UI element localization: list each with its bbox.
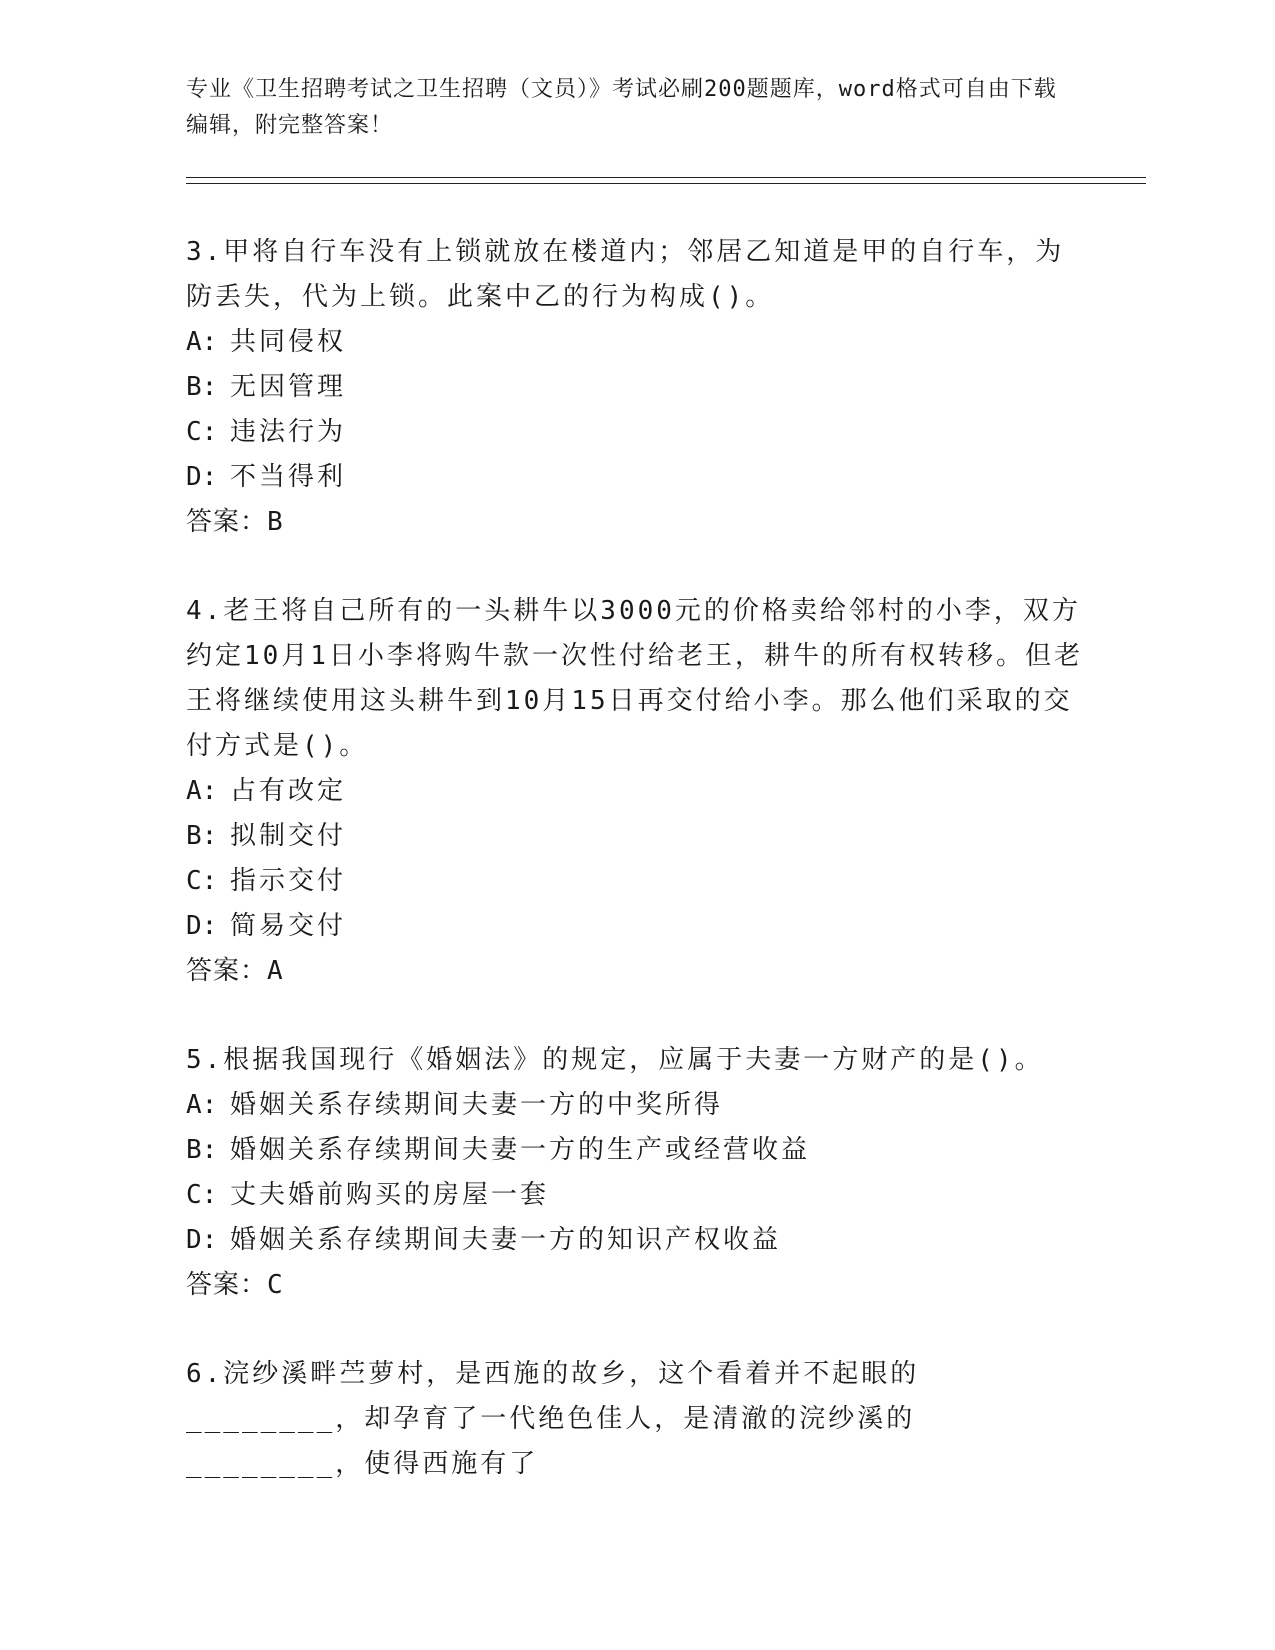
option-a: A: 婚姻关系存续期间夫妻一方的中奖所得: [186, 1090, 724, 1120]
answer-line: 答案：B: [186, 507, 284, 537]
header-rule-bottom: [186, 183, 1146, 184]
question-stem: 3.甲将自行车没有上锁就放在楼道内；邻居乙知道是甲的自行车，为防丢失，代为上锁。此案中乙的行为构成()。: [186, 237, 1065, 312]
option-b: B: 拟制交付: [186, 821, 347, 851]
option-d: D: 不当得利: [186, 462, 347, 492]
option-a: A: 共同侵权: [186, 327, 347, 357]
question-3: [186, 230, 1086, 545]
option-b: B: 无因管理: [186, 372, 347, 402]
answer-line: 答案：C: [186, 1270, 284, 1300]
option-d: D: 简易交付: [186, 911, 347, 941]
question-stem: 6.浣纱溪畔苎萝村，是西施的故乡，这个看着并不起眼的________，却孕育了一代绝色佳人，是清澈的浣纱溪的________，使得西施有了: [186, 1359, 920, 1479]
question-4: [186, 589, 1086, 994]
answer-line: 答案：A: [186, 956, 284, 986]
question-stem: 5.根据我国现行《婚姻法》的规定，应属于夫妻一方财产的是()。: [186, 1045, 1044, 1075]
answer-value: A: [267, 956, 284, 986]
option-a: A: 占有改定: [186, 776, 347, 806]
option-b: B: 婚姻关系存续期间夫妻一方的生产或经营收益: [186, 1135, 811, 1165]
question-5: [186, 1038, 1086, 1308]
question-stem: 4.老王将自己所有的一头耕牛以3000元的价格卖给邻村的小李，双方约定10月1日小李将购牛款一次性付给老王，耕牛的所有权转移。但老王将继续使用这头耕牛到10月15日再交付给小李。那么他们采取的交付方式是()。: [186, 596, 1083, 761]
option-c: C: 违法行为: [186, 417, 347, 447]
question-list: [186, 230, 1086, 1531]
option-c: C: 指示交付: [186, 866, 347, 896]
option-c: C: 丈夫婚前购买的房屋一套: [186, 1180, 550, 1210]
answer-value: C: [267, 1270, 284, 1300]
answer-value: B: [267, 507, 284, 537]
option-d: D: 婚姻关系存续期间夫妻一方的知识产权收益: [186, 1225, 782, 1255]
question-6: [186, 1352, 1086, 1487]
header-intro: 专业《卫生招聘考试之卫生招聘（文员）》考试必刷200题题库，word格式可自由下载编辑，附完整答案！: [186, 77, 1057, 138]
header-rule-top: [186, 177, 1146, 178]
document-header: [186, 72, 1066, 144]
